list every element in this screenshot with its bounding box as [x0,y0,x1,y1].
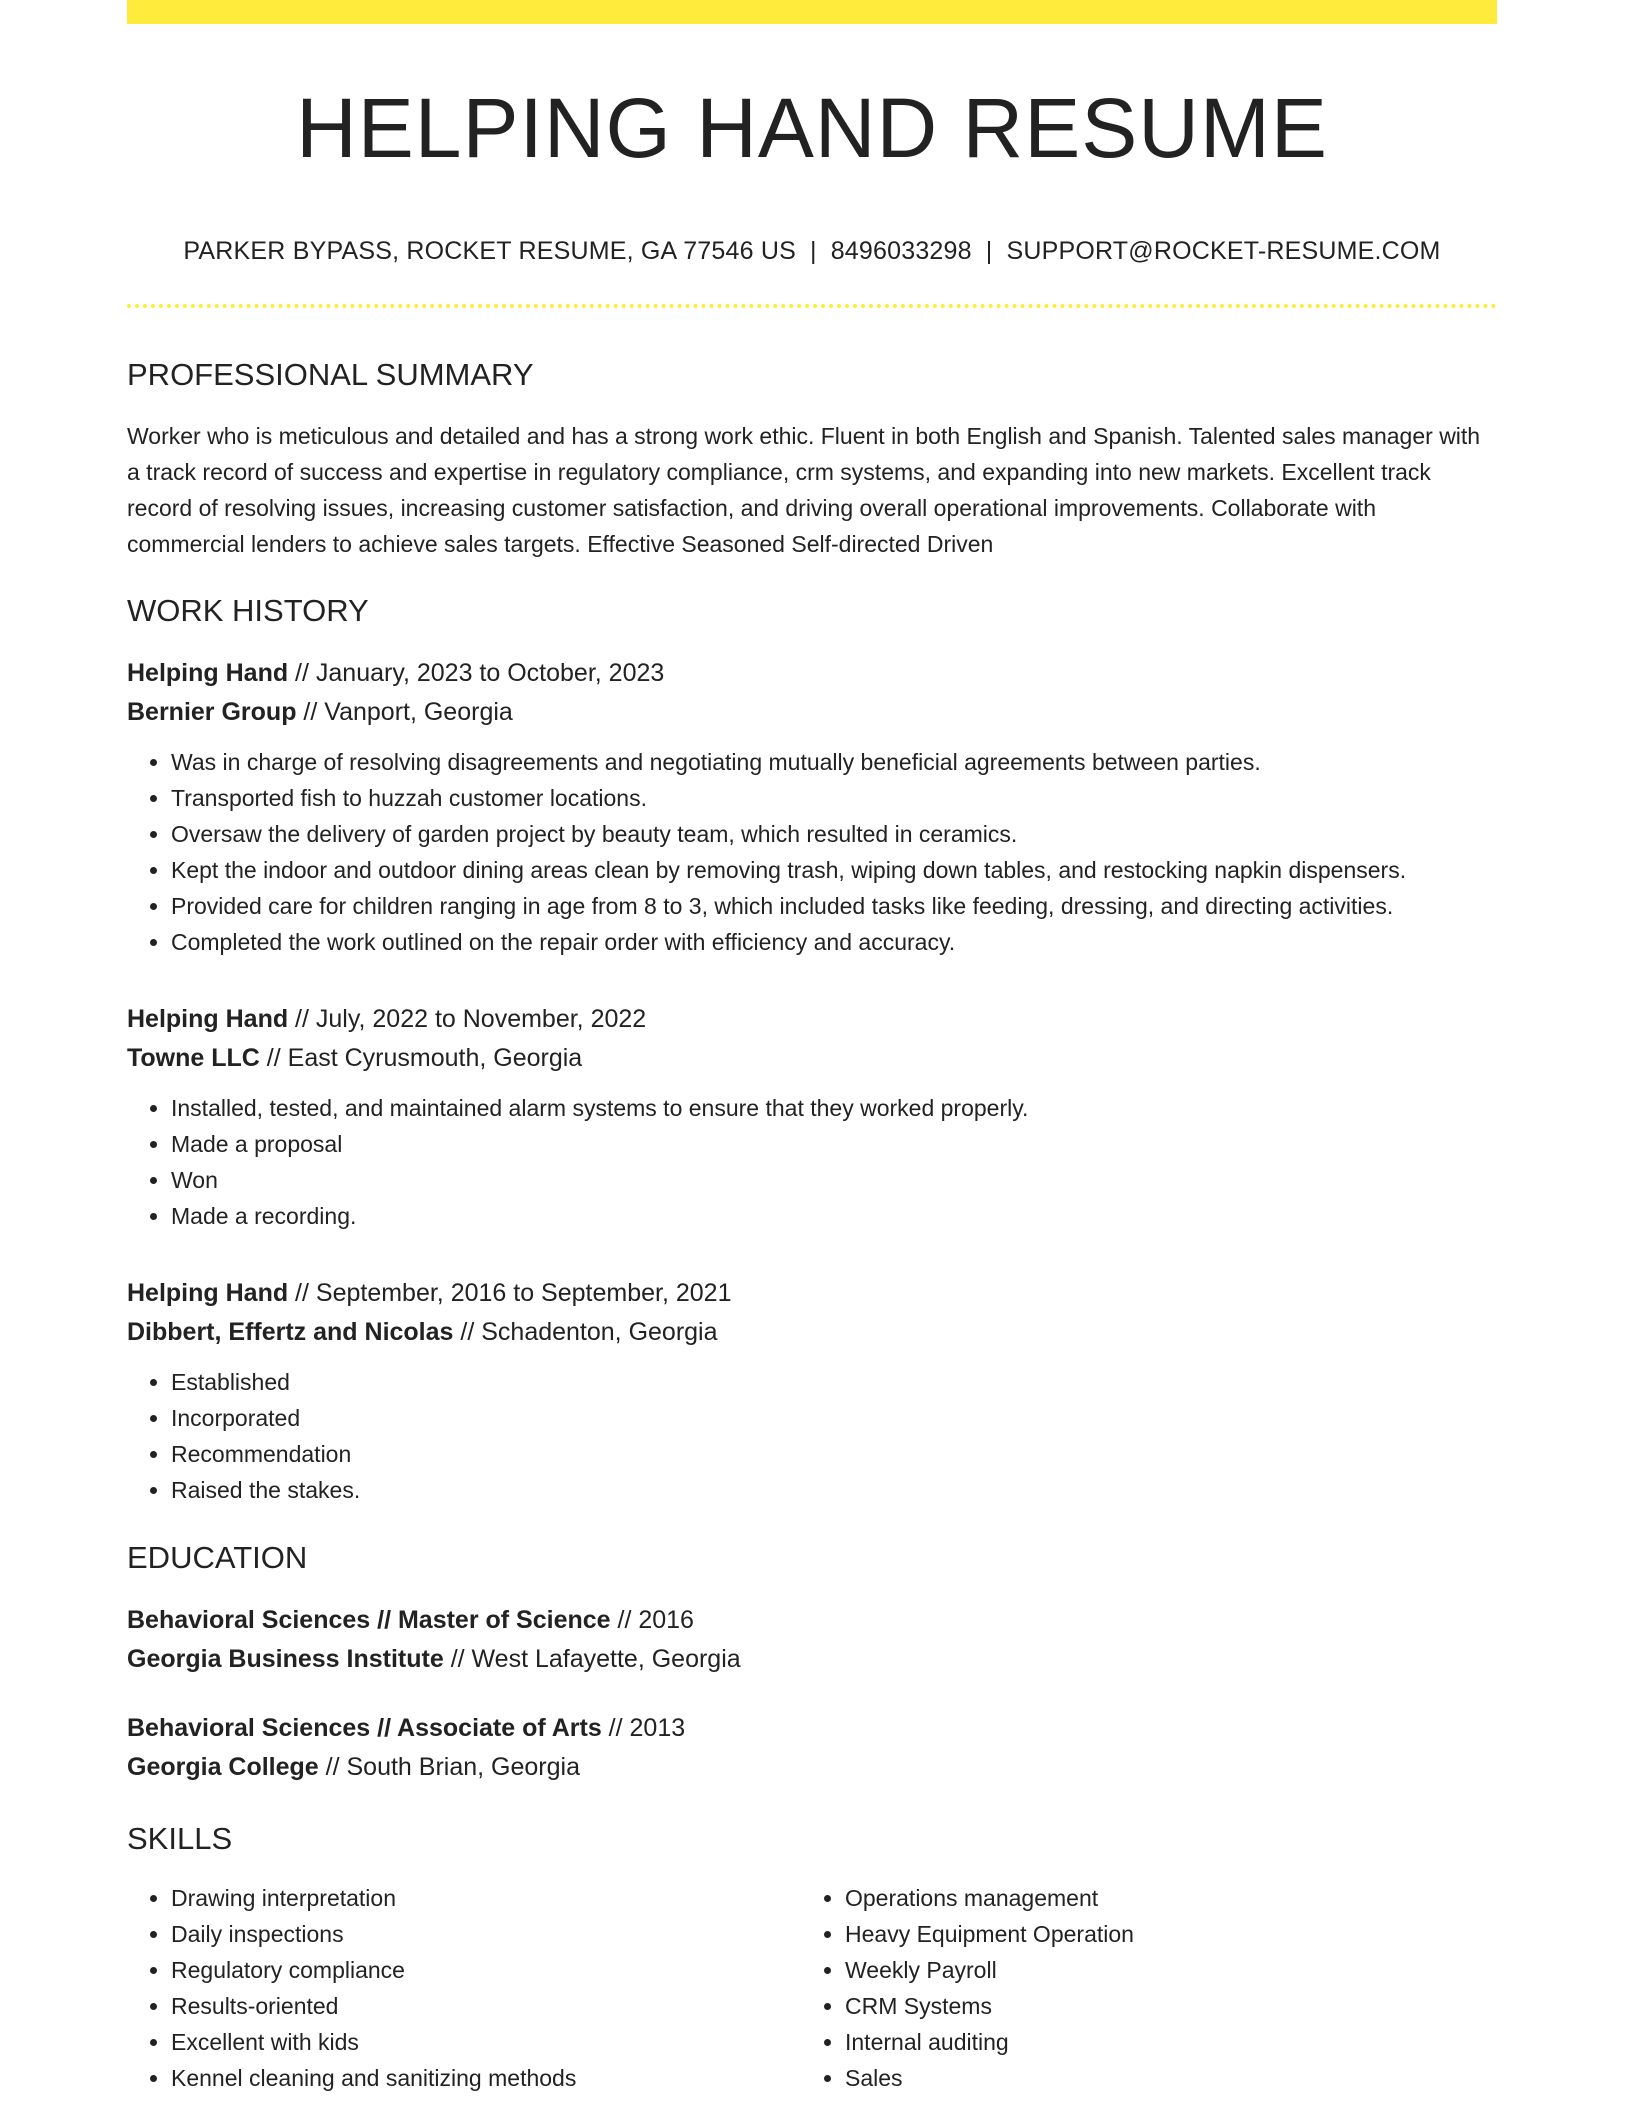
list-item: • Was in charge of resolving disagreements and negotiating mutually beneficial agreements between parties. [171,744,1497,780]
job-title-line [127,1000,1497,1039]
skill-item: • Regulatory compliance [171,1952,801,1988]
contact-email: SUPPORT@ROCKET-RESUME.COM [1006,237,1441,265]
skill-item: • Operations management [845,1880,1475,1916]
skill-item: • Heavy Equipment Operation [845,1916,1475,1952]
education-year: // 2016 [610,1606,694,1634]
list-item: • Established [171,1364,1497,1400]
job-location: // Schadenton, Georgia [453,1318,718,1346]
summary-text: Worker who is meticulous and detailed and has a strong work ethic. Fluent in both English and Spanish. Talented sales manager with a track record of success and expertise in regulatory compliance, crm systems, and expanding into new markets. Excellent track record of resolving issues, increasing customer satisfaction, and driving overall operational improvements. Collaborate with commercial lenders to achieve sales targets. Effective Seasoned Self-directed Driven [127,423,1481,557]
education-degree-line [127,1709,1497,1748]
list-item: • Recommendation [171,1436,1497,1472]
accent-top-bar [127,0,1497,24]
list-item: • Installed, tested, and maintained alarm systems to ensure that they worked properly. [171,1090,1497,1126]
education-school-line [127,1748,1497,1787]
skill-item: • Daily inspections [171,1916,801,1952]
contact-address: PARKER BYPASS, ROCKET RESUME, GA 77546 US [183,237,796,265]
contact-line [127,239,1497,264]
education-degree: Behavioral Sciences // Master of Science [127,1606,611,1634]
summary-heading: PROFESSIONAL SUMMARY [127,357,534,392]
job-title-line [127,1274,1497,1313]
skill-item: • Excellent with kids [171,2024,801,2060]
skill-item: • Internal auditing [845,2024,1475,2060]
list-item: • Raised the stakes. [171,1472,1497,1508]
job-role: Helping Hand [127,1279,289,1307]
job-entry [127,1274,1497,1508]
resume-page [127,0,1497,2096]
education-year: // 2013 [601,1714,686,1742]
skill-item: • Drawing interpretation [171,1880,801,1916]
education-heading: EDUCATION [127,1540,308,1575]
list-item: • Oversaw the delivery of garden project by beauty team, which resulted in ceramics. [171,816,1497,852]
skills-heading: SKILLS [127,1821,233,1856]
work-history-heading: WORK HISTORY [127,593,369,628]
list-item: • Transported fish to huzzah customer locations. [171,780,1497,816]
skill-item: • Results-oriented [171,1988,801,2024]
list-item: • Kept the indoor and outdoor dining areas clean by removing trash, wiping down tables, and restocking napkin dispensers. [171,852,1497,888]
skill-item: • Sales [845,2060,1475,2096]
list-item: • Completed the work outlined on the repair order with efficiency and accuracy. [171,924,1497,960]
job-title-line [127,654,1497,693]
skills-left-column [127,1880,801,2096]
contact-phone: 8496033298 [830,237,972,265]
job-company: Bernier Group [127,698,297,726]
skill-item: • Weekly Payroll [845,1952,1475,1988]
job-company-line [127,1039,1497,1078]
job-company: Dibbert, Effertz and Nicolas [127,1318,454,1346]
job-bullets [127,744,1497,960]
job-location: // East Cyrusmouth, Georgia [259,1044,583,1072]
header-divider [127,304,1497,308]
list-item: • Won [171,1162,1497,1198]
job-dates: // July, 2022 to November, 2022 [288,1005,647,1033]
education-school-line [127,1640,1497,1679]
job-dates: // January, 2023 to October, 2023 [288,659,665,687]
skill-item: • CRM Systems [845,1988,1475,2024]
resume-name: HELPING HAND RESUME [296,81,1328,175]
skills-right-column [801,1880,1475,2096]
education-entry [127,1601,1497,1679]
list-item: • Provided care for children ranging in age from 8 to 3, which included tasks like feeding, dressing, and directing activities. [171,888,1497,924]
job-entry [127,1000,1497,1234]
job-company-line [127,1313,1497,1352]
education-location: // West Lafayette, Georgia [443,1645,741,1673]
education-school: Georgia College [127,1753,319,1781]
contact-separator: | [810,237,817,265]
job-entry [127,654,1497,960]
education-degree-line [127,1601,1497,1640]
job-bullets [127,1364,1497,1508]
job-role: Helping Hand [127,1005,289,1033]
job-location: // Vanport, Georgia [296,698,513,726]
job-role: Helping Hand [127,659,289,687]
contact-separator: | [985,237,993,265]
skill-item: • Kennel cleaning and sanitizing methods [171,2060,801,2096]
list-item: • Made a proposal [171,1126,1497,1162]
job-bullets [127,1090,1497,1234]
list-item: • Incorporated [171,1400,1497,1436]
education-degree: Behavioral Sciences // Associate of Arts [127,1714,602,1742]
education-entry [127,1709,1497,1787]
education-location: // South Brian, Georgia [318,1753,580,1781]
skills-columns [127,1880,1497,2096]
job-company: Towne LLC [127,1044,260,1072]
list-item: • Made a recording. [171,1198,1497,1234]
job-dates: // September, 2016 to September, 2021 [288,1279,732,1307]
job-company-line [127,693,1497,732]
education-school: Georgia Business Institute [127,1645,444,1673]
